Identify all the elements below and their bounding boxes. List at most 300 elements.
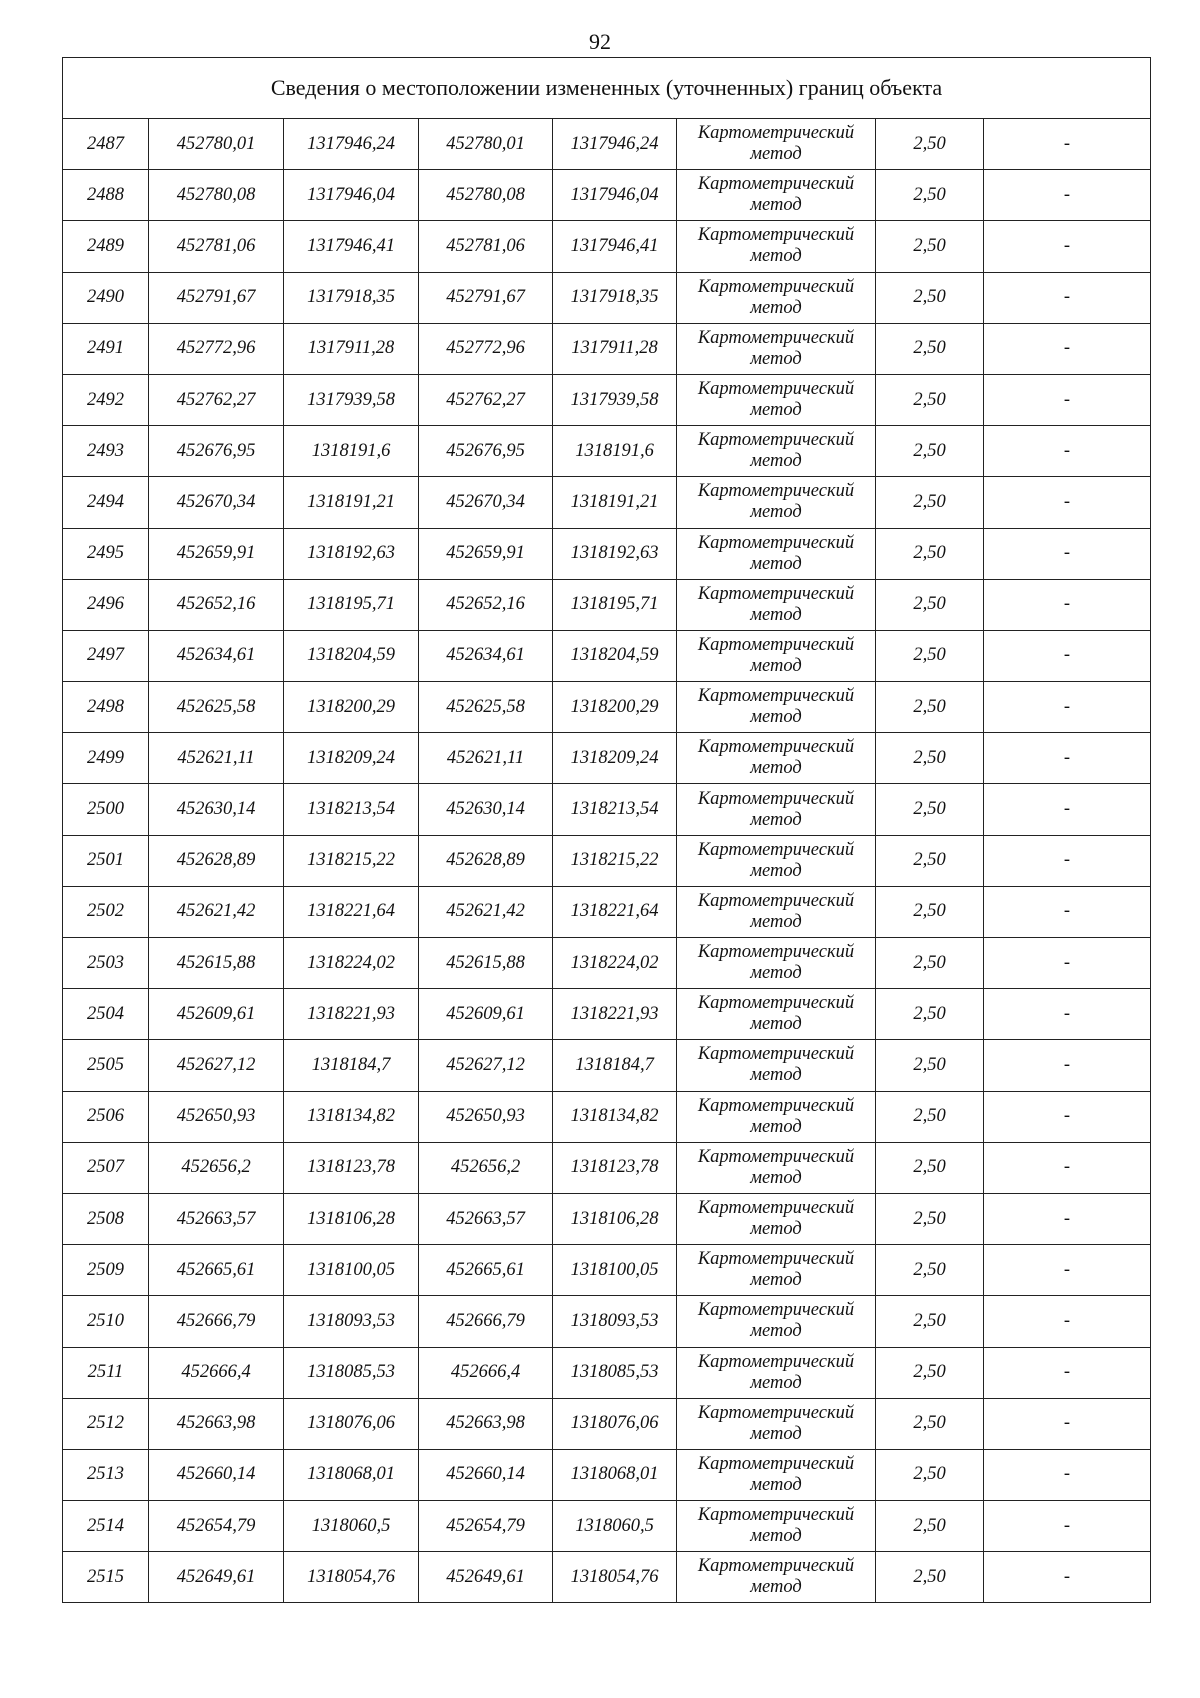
- point-number-cell: 2498: [63, 682, 149, 733]
- method-line-1: Картометрический: [697, 1095, 855, 1116]
- accuracy-cell: 2,50: [876, 579, 984, 630]
- method-line-1: Картометрический: [697, 993, 855, 1014]
- method-line-2: метод: [750, 911, 802, 932]
- x-new-cell: 452625,58: [419, 682, 553, 733]
- accuracy-cell: 2,50: [876, 630, 984, 681]
- description-cell: -: [984, 528, 1151, 579]
- point-number-cell: 2495: [63, 528, 149, 579]
- method-line-2: метод: [750, 1321, 802, 1342]
- method-cell: [677, 835, 876, 886]
- x-new-cell: 452666,79: [419, 1296, 553, 1347]
- accuracy-cell: 2,50: [876, 1552, 984, 1603]
- y-old-cell: 1318204,59: [284, 630, 419, 681]
- method-cell: [677, 733, 876, 784]
- page-number: 92: [589, 29, 611, 54]
- point-number-cell: 2493: [63, 426, 149, 477]
- table-caption: Сведения о местоположении измененных (уточненных) границ объекта: [63, 58, 1151, 119]
- description-cell: -: [984, 682, 1151, 733]
- y-old-cell: 1318200,29: [284, 682, 419, 733]
- description-cell: -: [984, 221, 1151, 272]
- accuracy-cell: 2,50: [876, 989, 984, 1040]
- method-line-2: метод: [750, 1167, 802, 1188]
- y-new-cell: 1318106,28: [553, 1193, 677, 1244]
- x-new-cell: 452627,12: [419, 1040, 553, 1091]
- y-new-cell: 1318184,7: [553, 1040, 677, 1091]
- accuracy-cell: 2,50: [876, 733, 984, 784]
- x-new-cell: 452670,34: [419, 477, 553, 528]
- description-cell: -: [984, 579, 1151, 630]
- y-new-cell: 1317911,28: [553, 323, 677, 374]
- x-new-cell: 452663,98: [419, 1398, 553, 1449]
- method-cell: [677, 579, 876, 630]
- x-old-cell: 452634,61: [149, 630, 284, 681]
- table-row: [63, 682, 1151, 733]
- x-old-cell: 452762,27: [149, 374, 284, 425]
- table-row: [63, 1193, 1151, 1244]
- table-row: [63, 374, 1151, 425]
- x-new-cell: 452650,93: [419, 1091, 553, 1142]
- point-number-cell: 2515: [63, 1552, 149, 1603]
- point-number-cell: 2496: [63, 579, 149, 630]
- method-line-1: Картометрический: [697, 1044, 855, 1065]
- method-line-1: Картометрический: [697, 532, 855, 553]
- x-new-cell: 452649,61: [419, 1552, 553, 1603]
- method-line-1: Картометрический: [697, 379, 855, 400]
- y-new-cell: 1318076,06: [553, 1398, 677, 1449]
- y-new-cell: 1318200,29: [553, 682, 677, 733]
- accuracy-cell: 2,50: [876, 1142, 984, 1193]
- table-row: [63, 1449, 1151, 1500]
- method-line-1: Картометрический: [697, 1249, 855, 1270]
- y-new-cell: 1318068,01: [553, 1449, 677, 1500]
- x-old-cell: 452609,61: [149, 989, 284, 1040]
- description-cell: -: [984, 835, 1151, 886]
- table-row: [63, 221, 1151, 272]
- x-new-cell: 452654,79: [419, 1501, 553, 1552]
- accuracy-cell: 2,50: [876, 1296, 984, 1347]
- description-cell: -: [984, 1245, 1151, 1296]
- point-number-cell: 2489: [63, 221, 149, 272]
- method-line-2: метод: [750, 707, 802, 728]
- method-line-2: метод: [750, 860, 802, 881]
- method-cell: [677, 682, 876, 733]
- accuracy-cell: 2,50: [876, 1501, 984, 1552]
- y-new-cell: 1318093,53: [553, 1296, 677, 1347]
- point-number-cell: 2513: [63, 1449, 149, 1500]
- y-new-cell: 1318195,71: [553, 579, 677, 630]
- table-row: [63, 1091, 1151, 1142]
- method-line-1: Картометрический: [697, 174, 855, 195]
- y-old-cell: 1318192,63: [284, 528, 419, 579]
- table-row: [63, 1398, 1151, 1449]
- description-cell: -: [984, 477, 1151, 528]
- y-new-cell: 1318100,05: [553, 1245, 677, 1296]
- description-cell: -: [984, 1501, 1151, 1552]
- description-cell: -: [984, 374, 1151, 425]
- accuracy-cell: 2,50: [876, 1245, 984, 1296]
- accuracy-cell: 2,50: [876, 426, 984, 477]
- table-row: [63, 528, 1151, 579]
- y-old-cell: 1318215,22: [284, 835, 419, 886]
- point-number-cell: 2514: [63, 1501, 149, 1552]
- method-cell: [677, 1501, 876, 1552]
- method-cell: [677, 323, 876, 374]
- x-new-cell: 452634,61: [419, 630, 553, 681]
- method-cell: [677, 1398, 876, 1449]
- y-new-cell: 1318221,93: [553, 989, 677, 1040]
- y-old-cell: 1318191,21: [284, 477, 419, 528]
- accuracy-cell: 2,50: [876, 1449, 984, 1500]
- method-line-1: Картометрический: [697, 1146, 855, 1167]
- method-cell: [677, 1347, 876, 1398]
- y-new-cell: 1318085,53: [553, 1347, 677, 1398]
- y-new-cell: 1317939,58: [553, 374, 677, 425]
- x-old-cell: 452660,14: [149, 1449, 284, 1500]
- method-line-2: метод: [750, 1065, 802, 1086]
- method-line-2: метод: [750, 1116, 802, 1137]
- x-new-cell: 452791,67: [419, 272, 553, 323]
- table-row: [63, 170, 1151, 221]
- accuracy-cell: 2,50: [876, 323, 984, 374]
- x-old-cell: 452780,08: [149, 170, 284, 221]
- method-cell: [677, 1296, 876, 1347]
- y-new-cell: 1317946,04: [553, 170, 677, 221]
- y-new-cell: 1318221,64: [553, 886, 677, 937]
- y-old-cell: 1317911,28: [284, 323, 419, 374]
- x-old-cell: 452621,42: [149, 886, 284, 937]
- y-old-cell: 1318224,02: [284, 938, 419, 989]
- y-new-cell: 1318215,22: [553, 835, 677, 886]
- description-cell: -: [984, 1142, 1151, 1193]
- description-cell: -: [984, 1449, 1151, 1500]
- point-number-cell: 2500: [63, 784, 149, 835]
- method-cell: [677, 1193, 876, 1244]
- table-row: [63, 835, 1151, 886]
- method-cell: [677, 1245, 876, 1296]
- method-line-1: Картометрический: [697, 1351, 855, 1372]
- point-number-cell: 2497: [63, 630, 149, 681]
- x-new-cell: 452772,96: [419, 323, 553, 374]
- description-cell: -: [984, 272, 1151, 323]
- method-cell: [677, 938, 876, 989]
- y-new-cell: 1318191,21: [553, 477, 677, 528]
- x-new-cell: 452630,14: [419, 784, 553, 835]
- y-new-cell: 1318209,24: [553, 733, 677, 784]
- x-new-cell: 452656,2: [419, 1142, 553, 1193]
- x-old-cell: 452781,06: [149, 221, 284, 272]
- x-old-cell: 452772,96: [149, 323, 284, 374]
- x-old-cell: 452654,79: [149, 1501, 284, 1552]
- x-new-cell: 452666,4: [419, 1347, 553, 1398]
- x-new-cell: 452652,16: [419, 579, 553, 630]
- point-number-cell: 2512: [63, 1398, 149, 1449]
- method-line-2: метод: [750, 1014, 802, 1035]
- y-old-cell: 1318209,24: [284, 733, 419, 784]
- method-line-1: Картометрический: [697, 1402, 855, 1423]
- method-line-1: Картометрический: [697, 481, 855, 502]
- x-old-cell: 452627,12: [149, 1040, 284, 1091]
- method-cell: [677, 1552, 876, 1603]
- x-new-cell: 452781,06: [419, 221, 553, 272]
- point-number-cell: 2490: [63, 272, 149, 323]
- accuracy-cell: 2,50: [876, 1347, 984, 1398]
- method-line-1: Картометрический: [697, 583, 855, 604]
- x-old-cell: 452649,61: [149, 1552, 284, 1603]
- description-cell: -: [984, 1193, 1151, 1244]
- y-new-cell: 1317946,24: [553, 119, 677, 170]
- x-old-cell: 452650,93: [149, 1091, 284, 1142]
- y-old-cell: 1318191,6: [284, 426, 419, 477]
- y-old-cell: 1318213,54: [284, 784, 419, 835]
- table-row: [63, 938, 1151, 989]
- method-cell: [677, 784, 876, 835]
- x-old-cell: 452666,4: [149, 1347, 284, 1398]
- y-new-cell: 1318192,63: [553, 528, 677, 579]
- accuracy-cell: 2,50: [876, 374, 984, 425]
- point-number-cell: 2510: [63, 1296, 149, 1347]
- point-number-cell: 2507: [63, 1142, 149, 1193]
- method-line-2: метод: [750, 400, 802, 421]
- x-old-cell: 452791,67: [149, 272, 284, 323]
- point-number-cell: 2509: [63, 1245, 149, 1296]
- x-new-cell: 452663,57: [419, 1193, 553, 1244]
- description-cell: -: [984, 426, 1151, 477]
- method-line-2: метод: [750, 809, 802, 830]
- table-row: [63, 886, 1151, 937]
- description-cell: -: [984, 733, 1151, 784]
- method-line-1: Картометрический: [697, 839, 855, 860]
- description-cell: -: [984, 784, 1151, 835]
- accuracy-cell: 2,50: [876, 1193, 984, 1244]
- description-cell: -: [984, 323, 1151, 374]
- accuracy-cell: 2,50: [876, 1040, 984, 1091]
- table-row: [63, 1501, 1151, 1552]
- table-row: [63, 426, 1151, 477]
- x-new-cell: 452762,27: [419, 374, 553, 425]
- method-cell: [677, 272, 876, 323]
- method-line-2: метод: [750, 1219, 802, 1240]
- accuracy-cell: 2,50: [876, 1091, 984, 1142]
- method-line-1: Картометрический: [697, 686, 855, 707]
- point-number-cell: 2511: [63, 1347, 149, 1398]
- point-number-cell: 2506: [63, 1091, 149, 1142]
- accuracy-cell: 2,50: [876, 528, 984, 579]
- table-row: [63, 784, 1151, 835]
- method-line-2: метод: [750, 348, 802, 369]
- x-old-cell: 452621,11: [149, 733, 284, 784]
- table-row: [63, 989, 1151, 1040]
- method-cell: [677, 989, 876, 1040]
- point-number-cell: 2505: [63, 1040, 149, 1091]
- table-row: [63, 1142, 1151, 1193]
- x-old-cell: 452656,2: [149, 1142, 284, 1193]
- method-line-1: Картометрический: [697, 430, 855, 451]
- y-old-cell: 1318085,53: [284, 1347, 419, 1398]
- description-cell: -: [984, 1091, 1151, 1142]
- method-line-2: метод: [750, 195, 802, 216]
- table-row: [63, 323, 1151, 374]
- x-old-cell: 452663,98: [149, 1398, 284, 1449]
- y-new-cell: 1318213,54: [553, 784, 677, 835]
- x-new-cell: 452780,08: [419, 170, 553, 221]
- x-new-cell: 452628,89: [419, 835, 553, 886]
- description-cell: -: [984, 886, 1151, 937]
- method-line-1: Картометрический: [697, 1453, 855, 1474]
- point-number-cell: 2508: [63, 1193, 149, 1244]
- table-row: [63, 1347, 1151, 1398]
- method-line-2: метод: [750, 297, 802, 318]
- description-cell: -: [984, 630, 1151, 681]
- point-number-cell: 2488: [63, 170, 149, 221]
- y-new-cell: 1318204,59: [553, 630, 677, 681]
- table-row: [63, 1552, 1151, 1603]
- method-cell: [677, 528, 876, 579]
- method-cell: [677, 886, 876, 937]
- method-line-2: метод: [750, 144, 802, 165]
- x-new-cell: 452609,61: [419, 989, 553, 1040]
- description-cell: -: [984, 938, 1151, 989]
- method-line-2: метод: [750, 246, 802, 267]
- method-line-1: Картометрический: [697, 327, 855, 348]
- x-old-cell: 452615,88: [149, 938, 284, 989]
- y-old-cell: 1318195,71: [284, 579, 419, 630]
- accuracy-cell: 2,50: [876, 682, 984, 733]
- x-new-cell: 452665,61: [419, 1245, 553, 1296]
- method-line-1: Картометрический: [697, 276, 855, 297]
- point-number-cell: 2499: [63, 733, 149, 784]
- table-row: [63, 1245, 1151, 1296]
- method-cell: [677, 374, 876, 425]
- accuracy-cell: 2,50: [876, 221, 984, 272]
- boundary-coordinates-table: [62, 57, 1151, 1603]
- accuracy-cell: 2,50: [876, 477, 984, 528]
- method-line-1: Картометрический: [697, 225, 855, 246]
- x-new-cell: 452660,14: [419, 1449, 553, 1500]
- y-old-cell: 1318060,5: [284, 1501, 419, 1552]
- y-old-cell: 1317918,35: [284, 272, 419, 323]
- description-cell: -: [984, 119, 1151, 170]
- method-cell: [677, 426, 876, 477]
- point-number-cell: 2487: [63, 119, 149, 170]
- point-number-cell: 2494: [63, 477, 149, 528]
- point-number-cell: 2502: [63, 886, 149, 937]
- x-new-cell: 452676,95: [419, 426, 553, 477]
- accuracy-cell: 2,50: [876, 272, 984, 323]
- y-old-cell: 1318054,76: [284, 1552, 419, 1603]
- method-line-2: метод: [750, 604, 802, 625]
- y-old-cell: 1317946,04: [284, 170, 419, 221]
- point-number-cell: 2491: [63, 323, 149, 374]
- x-old-cell: 452625,58: [149, 682, 284, 733]
- y-old-cell: 1318184,7: [284, 1040, 419, 1091]
- method-cell: [677, 477, 876, 528]
- y-old-cell: 1318068,01: [284, 1449, 419, 1500]
- table-row: [63, 272, 1151, 323]
- table-row: [63, 1040, 1151, 1091]
- point-number-cell: 2504: [63, 989, 149, 1040]
- accuracy-cell: 2,50: [876, 886, 984, 937]
- point-number-cell: 2503: [63, 938, 149, 989]
- x-old-cell: 452670,34: [149, 477, 284, 528]
- method-line-1: Картометрический: [697, 1505, 855, 1526]
- method-line-2: метод: [750, 758, 802, 779]
- y-old-cell: 1318123,78: [284, 1142, 419, 1193]
- method-cell: [677, 630, 876, 681]
- description-cell: -: [984, 1398, 1151, 1449]
- x-old-cell: 452652,16: [149, 579, 284, 630]
- method-line-2: метод: [750, 1526, 802, 1547]
- method-line-2: метод: [750, 1372, 802, 1393]
- x-new-cell: 452780,01: [419, 119, 553, 170]
- point-number-cell: 2501: [63, 835, 149, 886]
- method-line-1: Картометрический: [697, 737, 855, 758]
- method-line-1: Картометрический: [697, 788, 855, 809]
- method-line-2: метод: [750, 1423, 802, 1444]
- y-new-cell: 1318060,5: [553, 1501, 677, 1552]
- method-line-1: Картометрический: [697, 1556, 855, 1577]
- description-cell: -: [984, 1296, 1151, 1347]
- method-line-2: метод: [750, 451, 802, 472]
- y-new-cell: 1318224,02: [553, 938, 677, 989]
- method-line-2: метод: [750, 1577, 802, 1598]
- table-row: [63, 119, 1151, 170]
- x-old-cell: 452780,01: [149, 119, 284, 170]
- method-line-1: Картометрический: [697, 123, 855, 144]
- method-line-2: метод: [750, 655, 802, 676]
- y-new-cell: 1318134,82: [553, 1091, 677, 1142]
- method-line-2: метод: [750, 1474, 802, 1495]
- x-old-cell: 452665,61: [149, 1245, 284, 1296]
- y-old-cell: 1317939,58: [284, 374, 419, 425]
- method-line-2: метод: [750, 963, 802, 984]
- y-old-cell: 1318221,64: [284, 886, 419, 937]
- table-row: [63, 630, 1151, 681]
- method-line-1: Картометрический: [697, 1198, 855, 1219]
- description-cell: -: [984, 1347, 1151, 1398]
- x-old-cell: 452659,91: [149, 528, 284, 579]
- method-line-1: Картометрический: [697, 1300, 855, 1321]
- y-old-cell: 1318100,05: [284, 1245, 419, 1296]
- method-cell: [677, 1091, 876, 1142]
- method-line-1: Картометрический: [697, 942, 855, 963]
- method-line-2: метод: [750, 502, 802, 523]
- y-old-cell: 1318093,53: [284, 1296, 419, 1347]
- y-old-cell: 1317946,24: [284, 119, 419, 170]
- y-old-cell: 1317946,41: [284, 221, 419, 272]
- method-cell: [677, 1449, 876, 1500]
- table-row: [63, 579, 1151, 630]
- method-line-2: метод: [750, 553, 802, 574]
- accuracy-cell: 2,50: [876, 835, 984, 886]
- table-row: [63, 733, 1151, 784]
- point-number-cell: 2492: [63, 374, 149, 425]
- accuracy-cell: 2,50: [876, 1398, 984, 1449]
- method-cell: [677, 221, 876, 272]
- y-new-cell: 1318123,78: [553, 1142, 677, 1193]
- y-new-cell: 1317946,41: [553, 221, 677, 272]
- y-old-cell: 1318221,93: [284, 989, 419, 1040]
- x-old-cell: 452630,14: [149, 784, 284, 835]
- y-new-cell: 1318191,6: [553, 426, 677, 477]
- y-old-cell: 1318106,28: [284, 1193, 419, 1244]
- description-cell: -: [984, 1040, 1151, 1091]
- table-row: [63, 477, 1151, 528]
- method-cell: [677, 170, 876, 221]
- x-new-cell: 452615,88: [419, 938, 553, 989]
- method-line-1: Картометрический: [697, 890, 855, 911]
- x-old-cell: 452628,89: [149, 835, 284, 886]
- x-new-cell: 452659,91: [419, 528, 553, 579]
